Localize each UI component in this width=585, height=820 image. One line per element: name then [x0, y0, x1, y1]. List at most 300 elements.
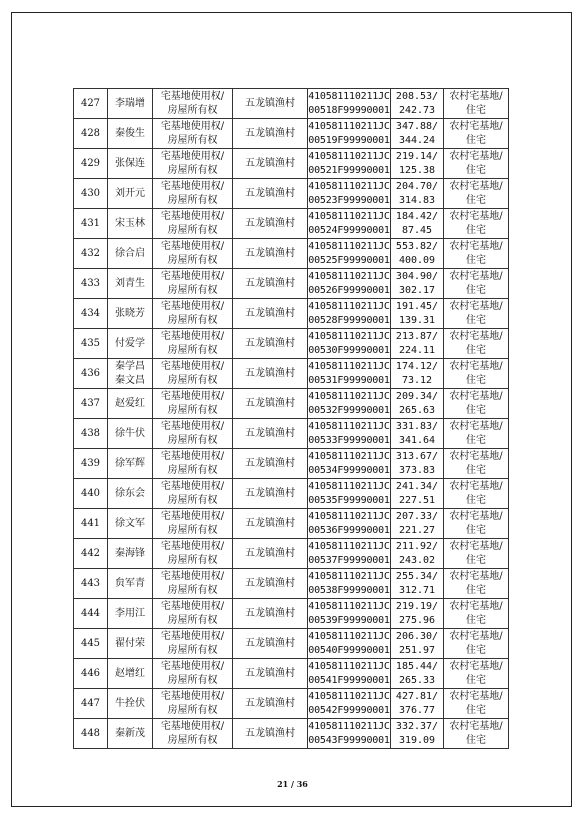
land-use-cell-line: 住宅	[466, 434, 486, 446]
land-use-cell-line: 农村宅基地/	[449, 690, 503, 702]
area-cell-line: 209.34/	[395, 390, 439, 402]
area-cell-line: 373.83	[398, 464, 436, 476]
land-use-cell-line: 住宅	[466, 674, 486, 686]
land-use-cell-line: 农村宅基地/	[449, 480, 503, 492]
unit-code-cell-line: 00519F99990001	[308, 134, 390, 146]
row-number-cell: 427	[74, 89, 108, 119]
unit-code-cell-line: 00526F99990001	[308, 284, 390, 296]
unit-code-cell-line: 00536F99990001	[308, 524, 390, 536]
right-type-cell-line: 宅基地使用权/	[160, 210, 225, 222]
land-use-cell-line: 农村宅基地/	[449, 540, 503, 552]
unit-code-cell-line: 410581110211JC	[308, 450, 390, 462]
unit-code-cell-line: 00518F99990001	[308, 104, 390, 116]
row-number-cell: 438	[74, 419, 108, 449]
unit-code-cell-line: 00541F99990001	[308, 674, 390, 686]
land-use-cell-line: 农村宅基地/	[449, 510, 503, 522]
unit-code-cell-line: 00537F99990001	[308, 554, 390, 566]
area-cell-line: 219.19/	[395, 600, 439, 612]
land-use-cell-line: 农村宅基地/	[449, 630, 503, 642]
right-type-cell	[153, 419, 233, 449]
land-use-cell	[444, 509, 509, 539]
row-number-cell: 429	[74, 149, 108, 179]
unit-code-cell-line: 410581110211JC	[308, 480, 390, 492]
right-type-cell-line: 宅基地使用权/	[160, 90, 225, 102]
right-type-cell-line: 宅基地使用权/	[160, 150, 225, 162]
unit-code-cell-line: 410581110211JC	[308, 330, 390, 342]
right-type-cell-line: 宅基地使用权/	[160, 120, 225, 132]
location-cell: 五龙镇渔村	[233, 449, 308, 479]
land-use-cell-line: 住宅	[466, 224, 486, 236]
unit-code-cell	[308, 599, 391, 629]
unit-code-cell	[308, 629, 391, 659]
registration-table	[73, 88, 509, 749]
land-use-cell	[444, 209, 509, 239]
unit-code-cell	[308, 209, 391, 239]
area-cell	[391, 299, 444, 329]
right-type-cell-line: 房屋所有权	[167, 494, 218, 506]
right-type-cell-line: 房屋所有权	[167, 554, 218, 566]
area-cell-line: 312.71	[398, 584, 436, 596]
owner-name-cell: 徐东会	[108, 479, 153, 509]
unit-code-cell-line: 00521F99990001	[308, 164, 390, 176]
owner-name-cell: 李瑞增	[108, 89, 153, 119]
unit-code-cell	[308, 359, 391, 389]
location-cell: 五龙镇渔村	[233, 419, 308, 449]
area-cell-line: 227.51	[398, 494, 436, 506]
land-use-cell-line: 农村宅基地/	[449, 720, 503, 732]
land-use-cell-line: 住宅	[466, 314, 486, 326]
location-cell: 五龙镇渔村	[233, 209, 308, 239]
row-number-cell: 439	[74, 449, 108, 479]
right-type-cell-line: 宅基地使用权/	[160, 180, 225, 192]
unit-code-cell-line: 410581110211JC	[308, 300, 390, 312]
land-use-cell-line: 农村宅基地/	[449, 150, 503, 162]
area-cell-line: 207.33/	[395, 510, 439, 522]
land-use-cell	[444, 599, 509, 629]
location-cell: 五龙镇渔村	[233, 659, 308, 689]
location-cell: 五龙镇渔村	[233, 299, 308, 329]
table-row	[74, 659, 509, 689]
unit-code-cell	[308, 389, 391, 419]
owner-name-cell: 徐军辉	[108, 449, 153, 479]
table-row	[74, 539, 509, 569]
area-cell-line: 319.09	[398, 734, 436, 746]
row-number-cell: 430	[74, 179, 108, 209]
area-cell-line: 341.64	[398, 434, 436, 446]
right-type-cell-line: 房屋所有权	[167, 344, 218, 356]
land-use-cell	[444, 449, 509, 479]
area-cell-line: 242.73	[398, 104, 436, 116]
table-row	[74, 449, 509, 479]
right-type-cell-line: 宅基地使用权/	[160, 510, 225, 522]
area-cell-line: 184.42/	[395, 210, 439, 222]
land-use-cell-line: 住宅	[466, 104, 486, 116]
unit-code-cell-line: 410581110211JC	[308, 180, 390, 192]
unit-code-cell-line: 00528F99990001	[308, 314, 390, 326]
table-row	[74, 359, 509, 389]
unit-code-cell	[308, 149, 391, 179]
unit-code-cell-line: 410581110211JC	[308, 360, 390, 372]
area-cell	[391, 239, 444, 269]
right-type-cell	[153, 119, 233, 149]
area-cell	[391, 509, 444, 539]
land-use-cell	[444, 419, 509, 449]
right-type-cell	[153, 389, 233, 419]
land-use-cell-line: 住宅	[466, 284, 486, 296]
area-cell-line: 553.82/	[395, 240, 439, 252]
page-number: 21 / 36	[277, 779, 308, 789]
land-use-cell-line: 农村宅基地/	[449, 600, 503, 612]
area-cell-line: 73.12	[401, 374, 433, 386]
location-cell: 五龙镇渔村	[233, 179, 308, 209]
right-type-cell-line: 宅基地使用权/	[160, 300, 225, 312]
land-use-cell-line: 农村宅基地/	[449, 450, 503, 462]
row-number-cell: 448	[74, 719, 108, 749]
area-cell-line: 251.97	[398, 644, 436, 656]
location-cell: 五龙镇渔村	[233, 329, 308, 359]
table-row	[74, 389, 509, 419]
land-use-cell-line: 农村宅基地/	[449, 360, 503, 372]
location-cell: 五龙镇渔村	[233, 539, 308, 569]
right-type-cell-line: 宅基地使用权/	[160, 330, 225, 342]
owner-name-cell: 牛拴伏	[108, 689, 153, 719]
unit-code-cell-line: 00531F99990001	[308, 374, 390, 386]
row-number-cell: 443	[74, 569, 108, 599]
right-type-cell-line: 房屋所有权	[167, 284, 218, 296]
area-cell-line: 255.34/	[395, 570, 439, 582]
area-cell-line: 221.27	[398, 524, 436, 536]
unit-code-cell	[308, 89, 391, 119]
unit-code-cell-line: 00532F99990001	[308, 404, 390, 416]
location-cell: 五龙镇渔村	[233, 359, 308, 389]
unit-code-cell	[308, 329, 391, 359]
unit-code-cell-line: 00525F99990001	[308, 254, 390, 266]
area-cell	[391, 149, 444, 179]
right-type-cell-line: 房屋所有权	[167, 224, 218, 236]
right-type-cell-line: 宅基地使用权/	[160, 390, 225, 402]
area-cell-line: 265.63	[398, 404, 436, 416]
right-type-cell	[153, 539, 233, 569]
land-use-cell	[444, 479, 509, 509]
table-row	[74, 299, 509, 329]
unit-code-cell	[308, 479, 391, 509]
right-type-cell-line: 房屋所有权	[167, 254, 218, 266]
unit-code-cell	[308, 269, 391, 299]
location-cell: 五龙镇渔村	[233, 89, 308, 119]
location-cell: 五龙镇渔村	[233, 149, 308, 179]
table-row	[74, 719, 509, 749]
land-use-cell	[444, 389, 509, 419]
area-cell	[391, 389, 444, 419]
right-type-cell-line: 宅基地使用权/	[160, 360, 225, 372]
land-use-cell	[444, 689, 509, 719]
unit-code-cell-line: 410581110211JC	[308, 600, 390, 612]
area-cell-line: 302.17	[398, 284, 436, 296]
owner-name-cell: 赵增红	[108, 659, 153, 689]
right-type-cell	[153, 479, 233, 509]
land-use-cell-line: 农村宅基地/	[449, 90, 503, 102]
right-type-cell-line: 宅基地使用权/	[160, 270, 225, 282]
owner-name-cell: 李用江	[108, 599, 153, 629]
area-cell	[391, 119, 444, 149]
unit-code-cell	[308, 719, 391, 749]
land-use-cell-line: 农村宅基地/	[449, 180, 503, 192]
unit-code-cell-line: 410581110211JC	[308, 420, 390, 432]
row-number-cell: 436	[74, 359, 108, 389]
table-row	[74, 269, 509, 299]
right-type-cell-line: 房屋所有权	[167, 374, 218, 386]
right-type-cell-line: 宅基地使用权/	[160, 630, 225, 642]
land-use-cell-line: 住宅	[466, 704, 486, 716]
land-use-cell-line: 住宅	[466, 464, 486, 476]
area-cell-line: 332.37/	[395, 720, 439, 732]
row-number-cell: 437	[74, 389, 108, 419]
unit-code-cell-line: 00533F99990001	[308, 434, 390, 446]
owner-name-cell: 徐合启	[108, 239, 153, 269]
land-use-cell-line: 农村宅基地/	[449, 300, 503, 312]
right-type-cell	[153, 209, 233, 239]
location-cell: 五龙镇渔村	[233, 479, 308, 509]
right-type-cell	[153, 659, 233, 689]
land-use-cell	[444, 89, 509, 119]
table-row	[74, 419, 509, 449]
unit-code-cell-line: 00543F99990001	[308, 734, 390, 746]
right-type-cell-line: 房屋所有权	[167, 644, 218, 656]
unit-code-cell	[308, 239, 391, 269]
unit-code-cell-line: 410581110211JC	[308, 540, 390, 552]
land-use-cell-line: 住宅	[466, 134, 486, 146]
unit-code-cell-line: 00523F99990001	[308, 194, 390, 206]
area-cell	[391, 209, 444, 239]
unit-code-cell-line: 410581110211JC	[308, 720, 390, 732]
owner-name-cell: 贠军青	[108, 569, 153, 599]
right-type-cell-line: 房屋所有权	[167, 134, 218, 146]
owner-name-cell: 刘青生	[108, 269, 153, 299]
unit-code-cell	[308, 539, 391, 569]
owner-name-cell: 秦学昌 秦文昌	[108, 359, 153, 389]
owner-name-cell: 赵爱红	[108, 389, 153, 419]
area-cell	[391, 629, 444, 659]
owner-name-cell: 付爱学	[108, 329, 153, 359]
table-row	[74, 179, 509, 209]
unit-code-cell-line: 410581110211JC	[308, 690, 390, 702]
land-use-cell-line: 农村宅基地/	[449, 420, 503, 432]
area-cell	[391, 359, 444, 389]
location-cell: 五龙镇渔村	[233, 239, 308, 269]
right-type-cell	[153, 89, 233, 119]
row-number-cell: 445	[74, 629, 108, 659]
unit-code-cell	[308, 419, 391, 449]
area-cell	[391, 449, 444, 479]
land-use-cell	[444, 179, 509, 209]
right-type-cell-line: 房屋所有权	[167, 734, 218, 746]
right-type-cell-line: 房屋所有权	[167, 674, 218, 686]
right-type-cell-line: 房屋所有权	[167, 614, 218, 626]
owner-name-cell: 宋玉林	[108, 209, 153, 239]
land-use-cell-line: 农村宅基地/	[449, 270, 503, 282]
land-use-cell-line: 农村宅基地/	[449, 570, 503, 582]
right-type-cell	[153, 509, 233, 539]
right-type-cell	[153, 719, 233, 749]
land-use-cell	[444, 359, 509, 389]
right-type-cell	[153, 359, 233, 389]
right-type-cell-line: 房屋所有权	[167, 524, 218, 536]
right-type-cell-line: 宅基地使用权/	[160, 720, 225, 732]
land-use-cell	[444, 539, 509, 569]
owner-name-cell: 张保连	[108, 149, 153, 179]
owner-name-cell: 徐文军	[108, 509, 153, 539]
row-number-cell: 434	[74, 299, 108, 329]
land-use-cell-line: 住宅	[466, 254, 486, 266]
land-use-cell-line: 住宅	[466, 644, 486, 656]
unit-code-cell-line: 00539F99990001	[308, 614, 390, 626]
unit-code-cell-line: 00538F99990001	[308, 584, 390, 596]
land-use-cell-line: 住宅	[466, 734, 486, 746]
table-row	[74, 209, 509, 239]
location-cell: 五龙镇渔村	[233, 389, 308, 419]
table-row	[74, 149, 509, 179]
location-cell: 五龙镇渔村	[233, 119, 308, 149]
owner-name-cell: 秦俊生	[108, 119, 153, 149]
unit-code-cell	[308, 689, 391, 719]
table-row	[74, 479, 509, 509]
right-type-cell-line: 房屋所有权	[167, 314, 218, 326]
area-cell-line: 275.96	[398, 614, 436, 626]
row-number-cell: 432	[74, 239, 108, 269]
unit-code-cell	[308, 119, 391, 149]
unit-code-cell	[308, 659, 391, 689]
right-type-cell	[153, 629, 233, 659]
row-number-cell: 431	[74, 209, 108, 239]
area-cell-line: 376.77	[398, 704, 436, 716]
area-cell-line: 347.88/	[395, 120, 439, 132]
area-cell	[391, 689, 444, 719]
land-use-cell-line: 农村宅基地/	[449, 660, 503, 672]
right-type-cell-line: 宅基地使用权/	[160, 420, 225, 432]
unit-code-cell-line: 410581110211JC	[308, 510, 390, 522]
area-cell-line: 204.70/	[395, 180, 439, 192]
area-cell-line: 344.24	[398, 134, 436, 146]
table-row	[74, 599, 509, 629]
unit-code-cell-line: 00530F99990001	[308, 344, 390, 356]
location-cell: 五龙镇渔村	[233, 719, 308, 749]
area-cell-line: 304.90/	[395, 270, 439, 282]
land-use-cell-line: 农村宅基地/	[449, 210, 503, 222]
area-cell	[391, 569, 444, 599]
area-cell-line: 313.67/	[395, 450, 439, 462]
area-cell	[391, 539, 444, 569]
area-cell-line: 125.38	[398, 164, 436, 176]
location-cell: 五龙镇渔村	[233, 509, 308, 539]
location-cell: 五龙镇渔村	[233, 629, 308, 659]
land-use-cell	[444, 299, 509, 329]
table-row	[74, 239, 509, 269]
area-cell-line: 224.11	[398, 344, 436, 356]
area-cell	[391, 269, 444, 299]
area-cell-line: 265.33	[398, 674, 436, 686]
right-type-cell-line: 房屋所有权	[167, 194, 218, 206]
land-use-cell-line: 农村宅基地/	[449, 330, 503, 342]
table-row	[74, 89, 509, 119]
right-type-cell-line: 房屋所有权	[167, 404, 218, 416]
area-cell	[391, 89, 444, 119]
land-use-cell-line: 住宅	[466, 164, 486, 176]
registration-table-body	[74, 89, 509, 749]
land-use-cell	[444, 629, 509, 659]
owner-name-cell: 秦新茂	[108, 719, 153, 749]
table-row	[74, 509, 509, 539]
area-cell	[391, 179, 444, 209]
land-use-cell	[444, 719, 509, 749]
table-row	[74, 689, 509, 719]
right-type-cell	[153, 689, 233, 719]
unit-code-cell-line: 00540F99990001	[308, 644, 390, 656]
area-cell	[391, 479, 444, 509]
area-cell-line: 185.44/	[395, 660, 439, 672]
area-cell-line: 427.81/	[395, 690, 439, 702]
right-type-cell-line: 房屋所有权	[167, 464, 218, 476]
location-cell: 五龙镇渔村	[233, 689, 308, 719]
row-number-cell: 446	[74, 659, 108, 689]
area-cell	[391, 329, 444, 359]
area-cell	[391, 719, 444, 749]
unit-code-cell-line: 00542F99990001	[308, 704, 390, 716]
land-use-cell-line: 住宅	[466, 524, 486, 536]
unit-code-cell-line: 410581110211JC	[308, 270, 390, 282]
unit-code-cell	[308, 569, 391, 599]
unit-code-cell-line: 00534F99990001	[308, 464, 390, 476]
area-cell-line: 241.34/	[395, 480, 439, 492]
land-use-cell-line: 住宅	[466, 374, 486, 386]
row-number-cell: 441	[74, 509, 108, 539]
row-number-cell: 440	[74, 479, 108, 509]
land-use-cell-line: 农村宅基地/	[449, 390, 503, 402]
unit-code-cell-line: 00524F99990001	[308, 224, 390, 236]
owner-name-cell: 翟付荣	[108, 629, 153, 659]
row-number-cell: 444	[74, 599, 108, 629]
right-type-cell-line: 宅基地使用权/	[160, 450, 225, 462]
right-type-cell-line: 房屋所有权	[167, 434, 218, 446]
right-type-cell-line: 房屋所有权	[167, 704, 218, 716]
unit-code-cell-line: 410581110211JC	[308, 240, 390, 252]
area-cell-line: 87.45	[401, 224, 433, 236]
unit-code-cell	[308, 449, 391, 479]
right-type-cell	[153, 329, 233, 359]
right-type-cell	[153, 449, 233, 479]
land-use-cell	[444, 329, 509, 359]
unit-code-cell	[308, 509, 391, 539]
table-row	[74, 119, 509, 149]
right-type-cell-line: 宅基地使用权/	[160, 660, 225, 672]
right-type-cell	[153, 269, 233, 299]
right-type-cell	[153, 599, 233, 629]
unit-code-cell-line: 410581110211JC	[308, 390, 390, 402]
land-use-cell-line: 住宅	[466, 584, 486, 596]
right-type-cell-line: 房屋所有权	[167, 164, 218, 176]
land-use-cell	[444, 269, 509, 299]
unit-code-cell-line: 410581110211JC	[308, 90, 390, 102]
area-cell-line: 314.83	[398, 194, 436, 206]
unit-code-cell-line: 410581110211JC	[308, 150, 390, 162]
unit-code-cell-line: 410581110211JC	[308, 570, 390, 582]
unit-code-cell	[308, 179, 391, 209]
land-use-cell	[444, 239, 509, 269]
unit-code-cell-line: 410581110211JC	[308, 210, 390, 222]
table-row	[74, 329, 509, 359]
area-cell-line: 213.87/	[395, 330, 439, 342]
land-use-cell	[444, 119, 509, 149]
location-cell: 五龙镇渔村	[233, 269, 308, 299]
